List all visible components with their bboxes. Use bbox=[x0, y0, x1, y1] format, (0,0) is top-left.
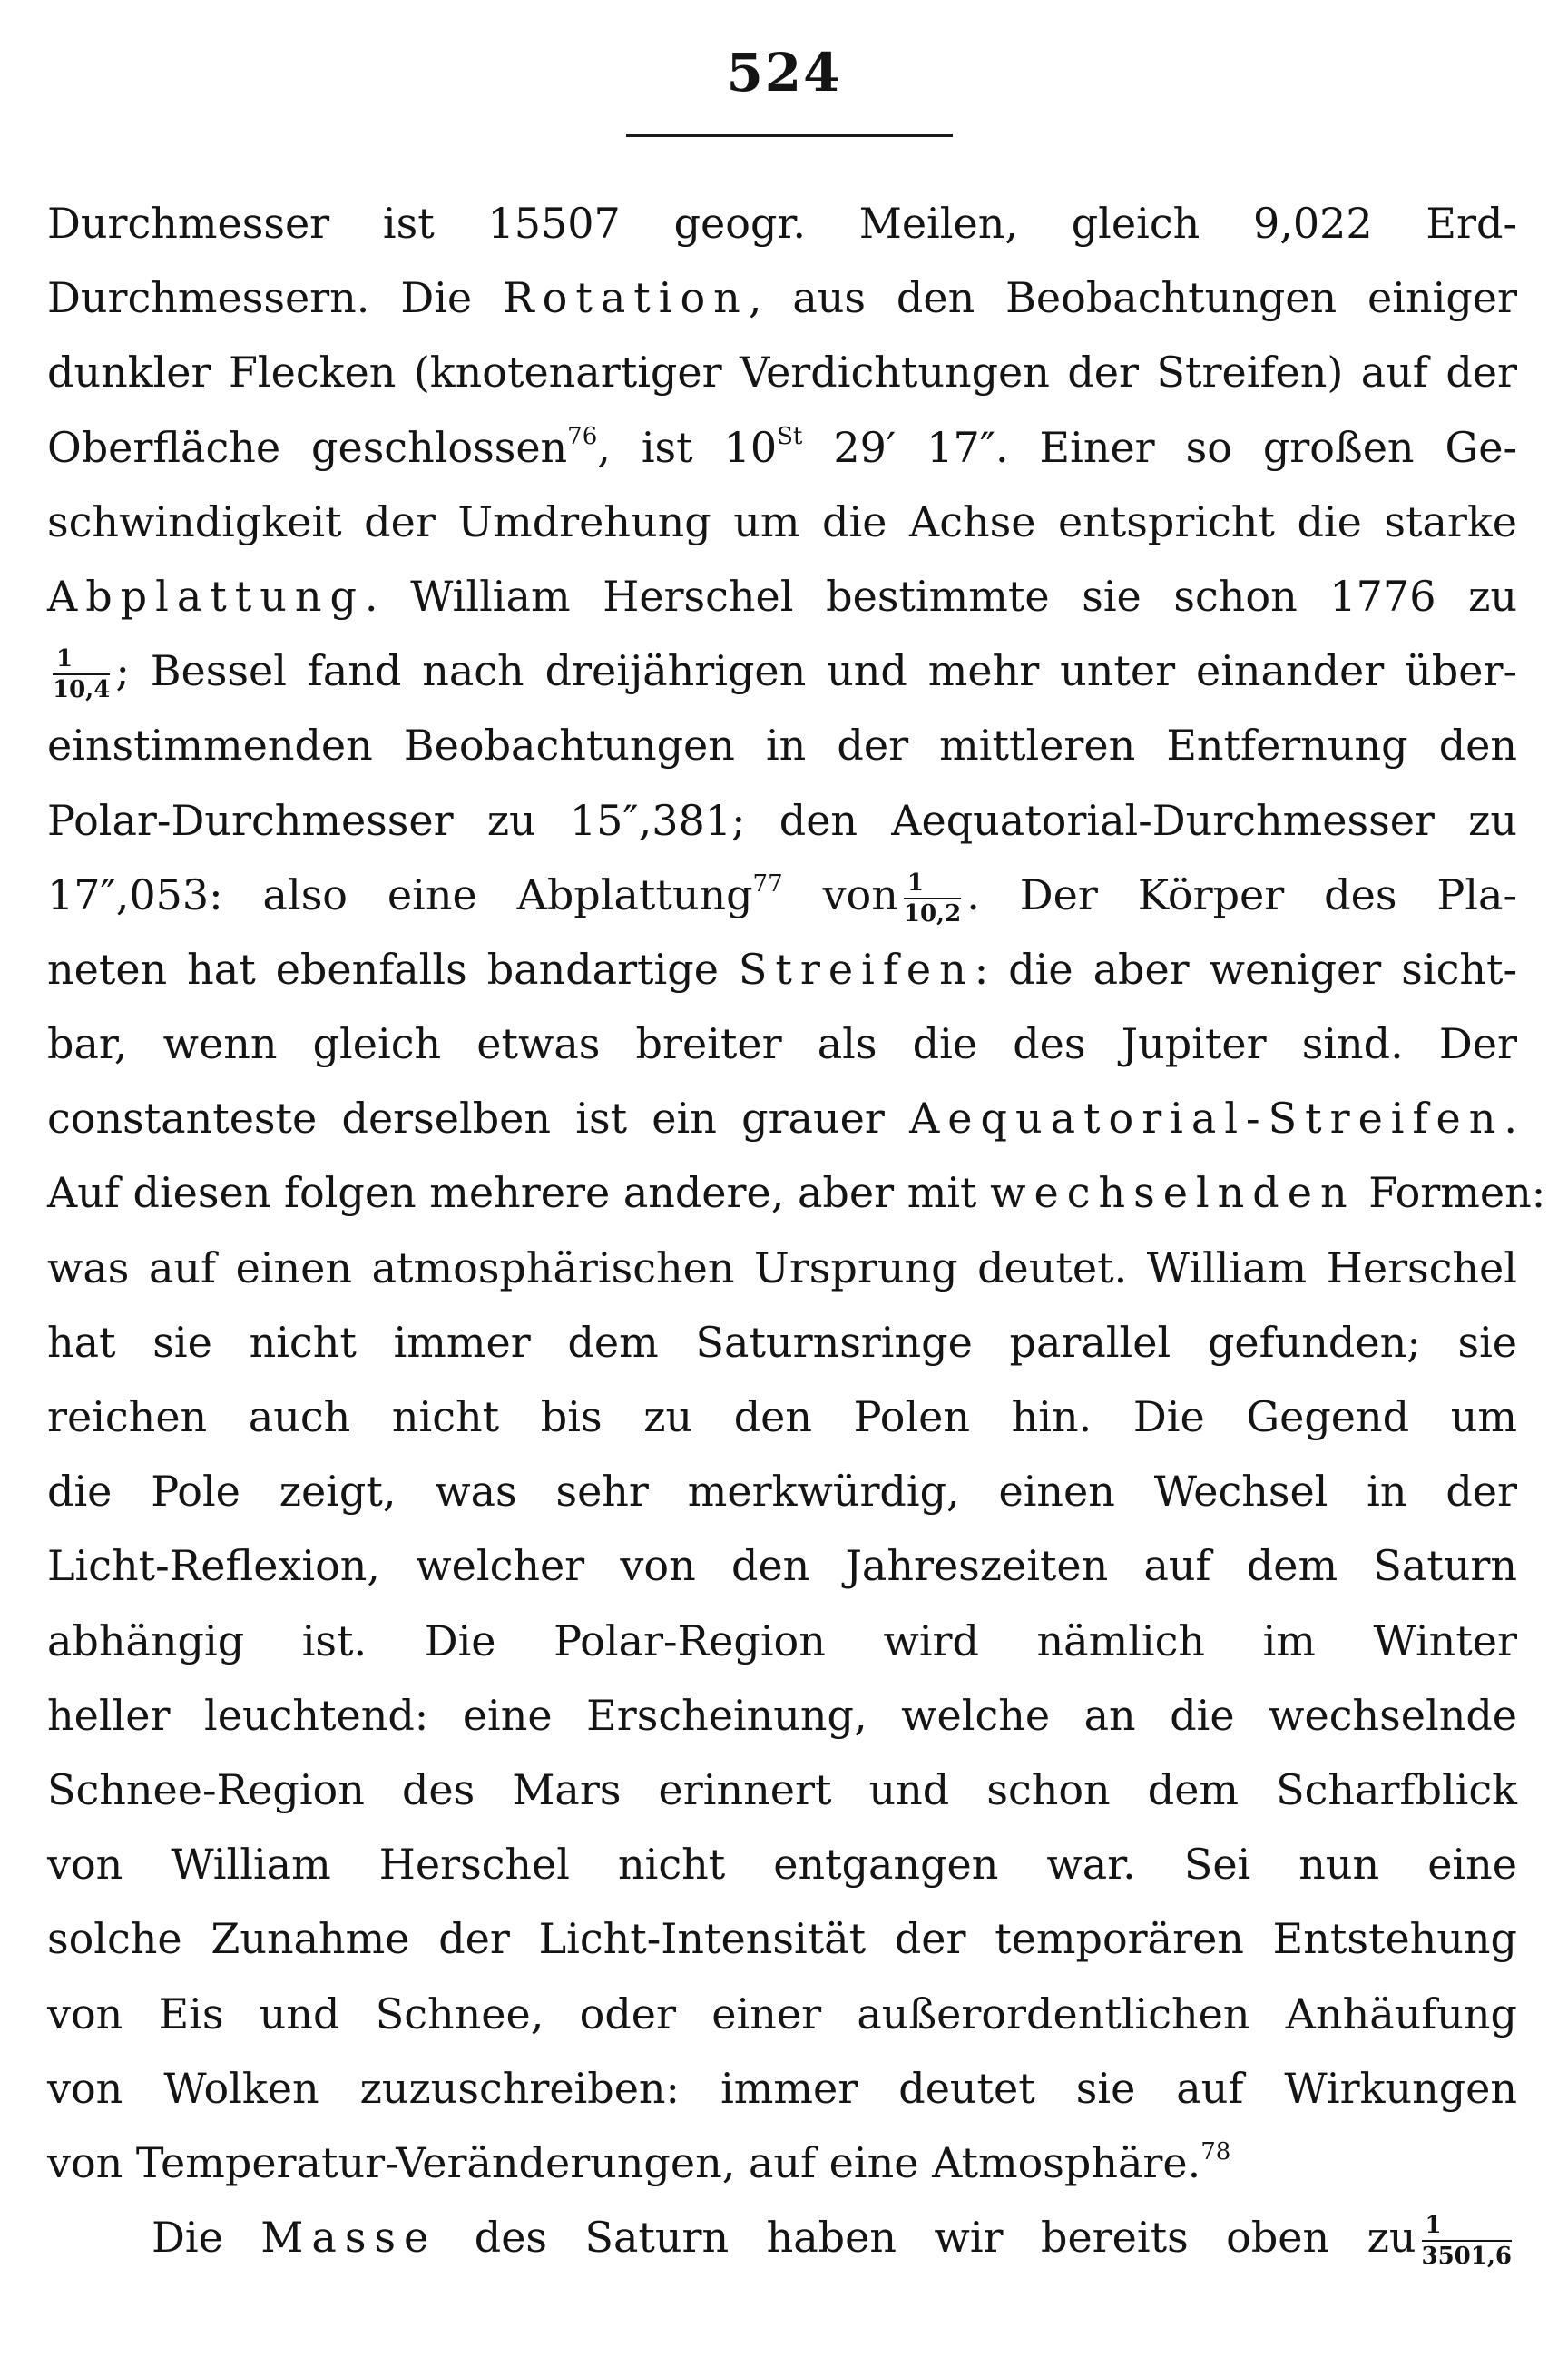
footnote-ref-78: 78 bbox=[1200, 2137, 1231, 2166]
text-line-10 bbox=[47, 858, 1517, 932]
text-run: , ist 10 bbox=[597, 422, 778, 472]
text-run: neten hat ebenfalls bandartige bbox=[47, 944, 739, 994]
text-line-1: Durchmesser ist 15507 geogr. Meilen, gleich 9,022 Erd- bbox=[47, 199, 1517, 248]
text-run: . bbox=[1504, 1094, 1517, 1144]
text-line-16: hat sie nicht immer dem Saturnsringe parallel gefunden; sie bbox=[47, 1317, 1517, 1367]
spaced-term-wechselnden: wechselnden bbox=[990, 1168, 1356, 1218]
text-run: von bbox=[782, 869, 898, 919]
text-line-6 bbox=[47, 559, 1517, 633]
text-run: von Temperatur-Veränderungen, auf eine Atmosphäre. bbox=[47, 2137, 1201, 2187]
footnote-ref-77: 77 bbox=[752, 869, 783, 898]
text-line-15: was auf einen atmosphärischen Ursprung deutet. William Herschel bbox=[47, 1242, 1517, 1292]
fraction-1-10-2 bbox=[904, 871, 961, 926]
text-line-19: Licht-Reflexion, welcher von den Jahreszeiten auf dem Saturn bbox=[47, 1541, 1517, 1591]
text-line-2 bbox=[47, 260, 1517, 335]
text-run: Durchmessern. Die bbox=[47, 273, 504, 323]
text-line-4 bbox=[47, 410, 1517, 485]
text-line-23: von William Herschel nicht entgangen war. Sei nun eine bbox=[47, 1840, 1517, 1890]
spaced-term-rotation: Rotation bbox=[503, 273, 749, 323]
text-line-14 bbox=[47, 1155, 1546, 1230]
text-run: 29′ 17″. Einer so großen Ge- bbox=[802, 422, 1518, 472]
text-line-17: reichen auch nicht bis zu den Polen hin. Die Gegend um bbox=[47, 1392, 1517, 1441]
text-line-7 bbox=[47, 633, 1517, 708]
text-line-26: von Wolken zuzuschreiben: immer deutet sie auf Wirkungen bbox=[47, 2063, 1517, 2113]
fraction-1-3501-6 bbox=[1421, 2212, 1513, 2271]
spaced-term-masse: Masse bbox=[260, 2213, 437, 2263]
text-line-25: von Eis und Schnee, oder einer außerordentlichen Anhäufung bbox=[47, 1989, 1517, 2038]
text-line-9: Polar-Durchmesser zu 15″,381; den Aequatorial-Durchmesser zu bbox=[47, 795, 1517, 845]
fraction-numerator: 1 bbox=[904, 871, 961, 899]
text-line-5: schwindigkeit der Umdrehung um die Achse entspricht die starke bbox=[47, 496, 1517, 546]
text-line-3: dunkler Flecken (knotenartiger Verdichtungen der Streifen) auf der bbox=[47, 348, 1517, 398]
text-line-8: einstimmenden Beobachtungen in der mittleren Entfernung den bbox=[47, 721, 1517, 771]
page-number: 524 bbox=[726, 42, 842, 103]
text-line-21: heller leuchtend: eine Erscheinung, welche an die wechselnde bbox=[47, 1690, 1517, 1740]
text-run: Auf diesen folgen mehrere andere, aber mit bbox=[47, 1168, 991, 1218]
text-run: , aus den Beobachtungen einiger bbox=[748, 273, 1517, 323]
fraction-1-10-4 bbox=[53, 647, 110, 702]
text-run: constanteste derselben ist ein grauer bbox=[47, 1094, 910, 1144]
text-run: ; Bessel fand nach dreijährigen und mehr unter einander über- bbox=[115, 646, 1517, 696]
footnote-ref-76: 76 bbox=[567, 422, 598, 450]
text-line-13 bbox=[47, 1081, 1517, 1155]
header-rule bbox=[626, 134, 953, 137]
spaced-term-aequatorial-streifen: Aequatorial-Streifen bbox=[909, 1094, 1504, 1144]
text-run: . Der Körper des Pla- bbox=[966, 869, 1517, 919]
text-run: Oberfläche geschlossen bbox=[47, 422, 568, 472]
fraction-denominator: 10,2 bbox=[903, 899, 962, 928]
text-run: des Saturn haben wir bereits oben zu bbox=[436, 2213, 1416, 2263]
spaced-term-abplattung: Abplattung bbox=[47, 571, 365, 621]
fraction-numerator: 1 bbox=[53, 647, 110, 675]
spaced-term-streifen: Streifen bbox=[738, 944, 975, 994]
text-line-12: bar, wenn gleich etwas breiter als die des Jupiter sind. Der bbox=[47, 1019, 1517, 1069]
text-run: . William Herschel bestimmte sie schon 1776 zu bbox=[364, 571, 1517, 621]
fraction-denominator: 10,4 bbox=[53, 676, 111, 704]
body-text bbox=[47, 186, 1546, 2274]
fraction-numerator: 1 bbox=[1422, 2214, 1513, 2242]
text-line-22: Schnee-Region des Mars erinnert und schon dem Scharfblick bbox=[47, 1764, 1517, 1814]
text-run: : die aber weniger sicht- bbox=[974, 944, 1517, 994]
text-line-18: die Pole zeigt, was sehr merkwürdig, einen Wechsel in der bbox=[47, 1467, 1517, 1517]
text-run: 17″,053: also eine Abplattung bbox=[47, 869, 753, 919]
text-run: Formen: bbox=[1355, 1168, 1546, 1218]
text-line-11 bbox=[47, 932, 1517, 1007]
text-line-20: abhängig ist. Die Polar-Region wird nämlich im Winter bbox=[47, 1616, 1517, 1665]
hours-superscript: St bbox=[777, 422, 803, 450]
text-line-27 bbox=[47, 2126, 1517, 2200]
text-line-28 bbox=[47, 2200, 1517, 2274]
fraction-denominator: 3501,6 bbox=[1421, 2243, 1513, 2271]
text-line-24: solche Zunahme der Licht-Intensität der temporären Entstehung bbox=[47, 1914, 1517, 1964]
text-run: Die bbox=[152, 2213, 261, 2263]
